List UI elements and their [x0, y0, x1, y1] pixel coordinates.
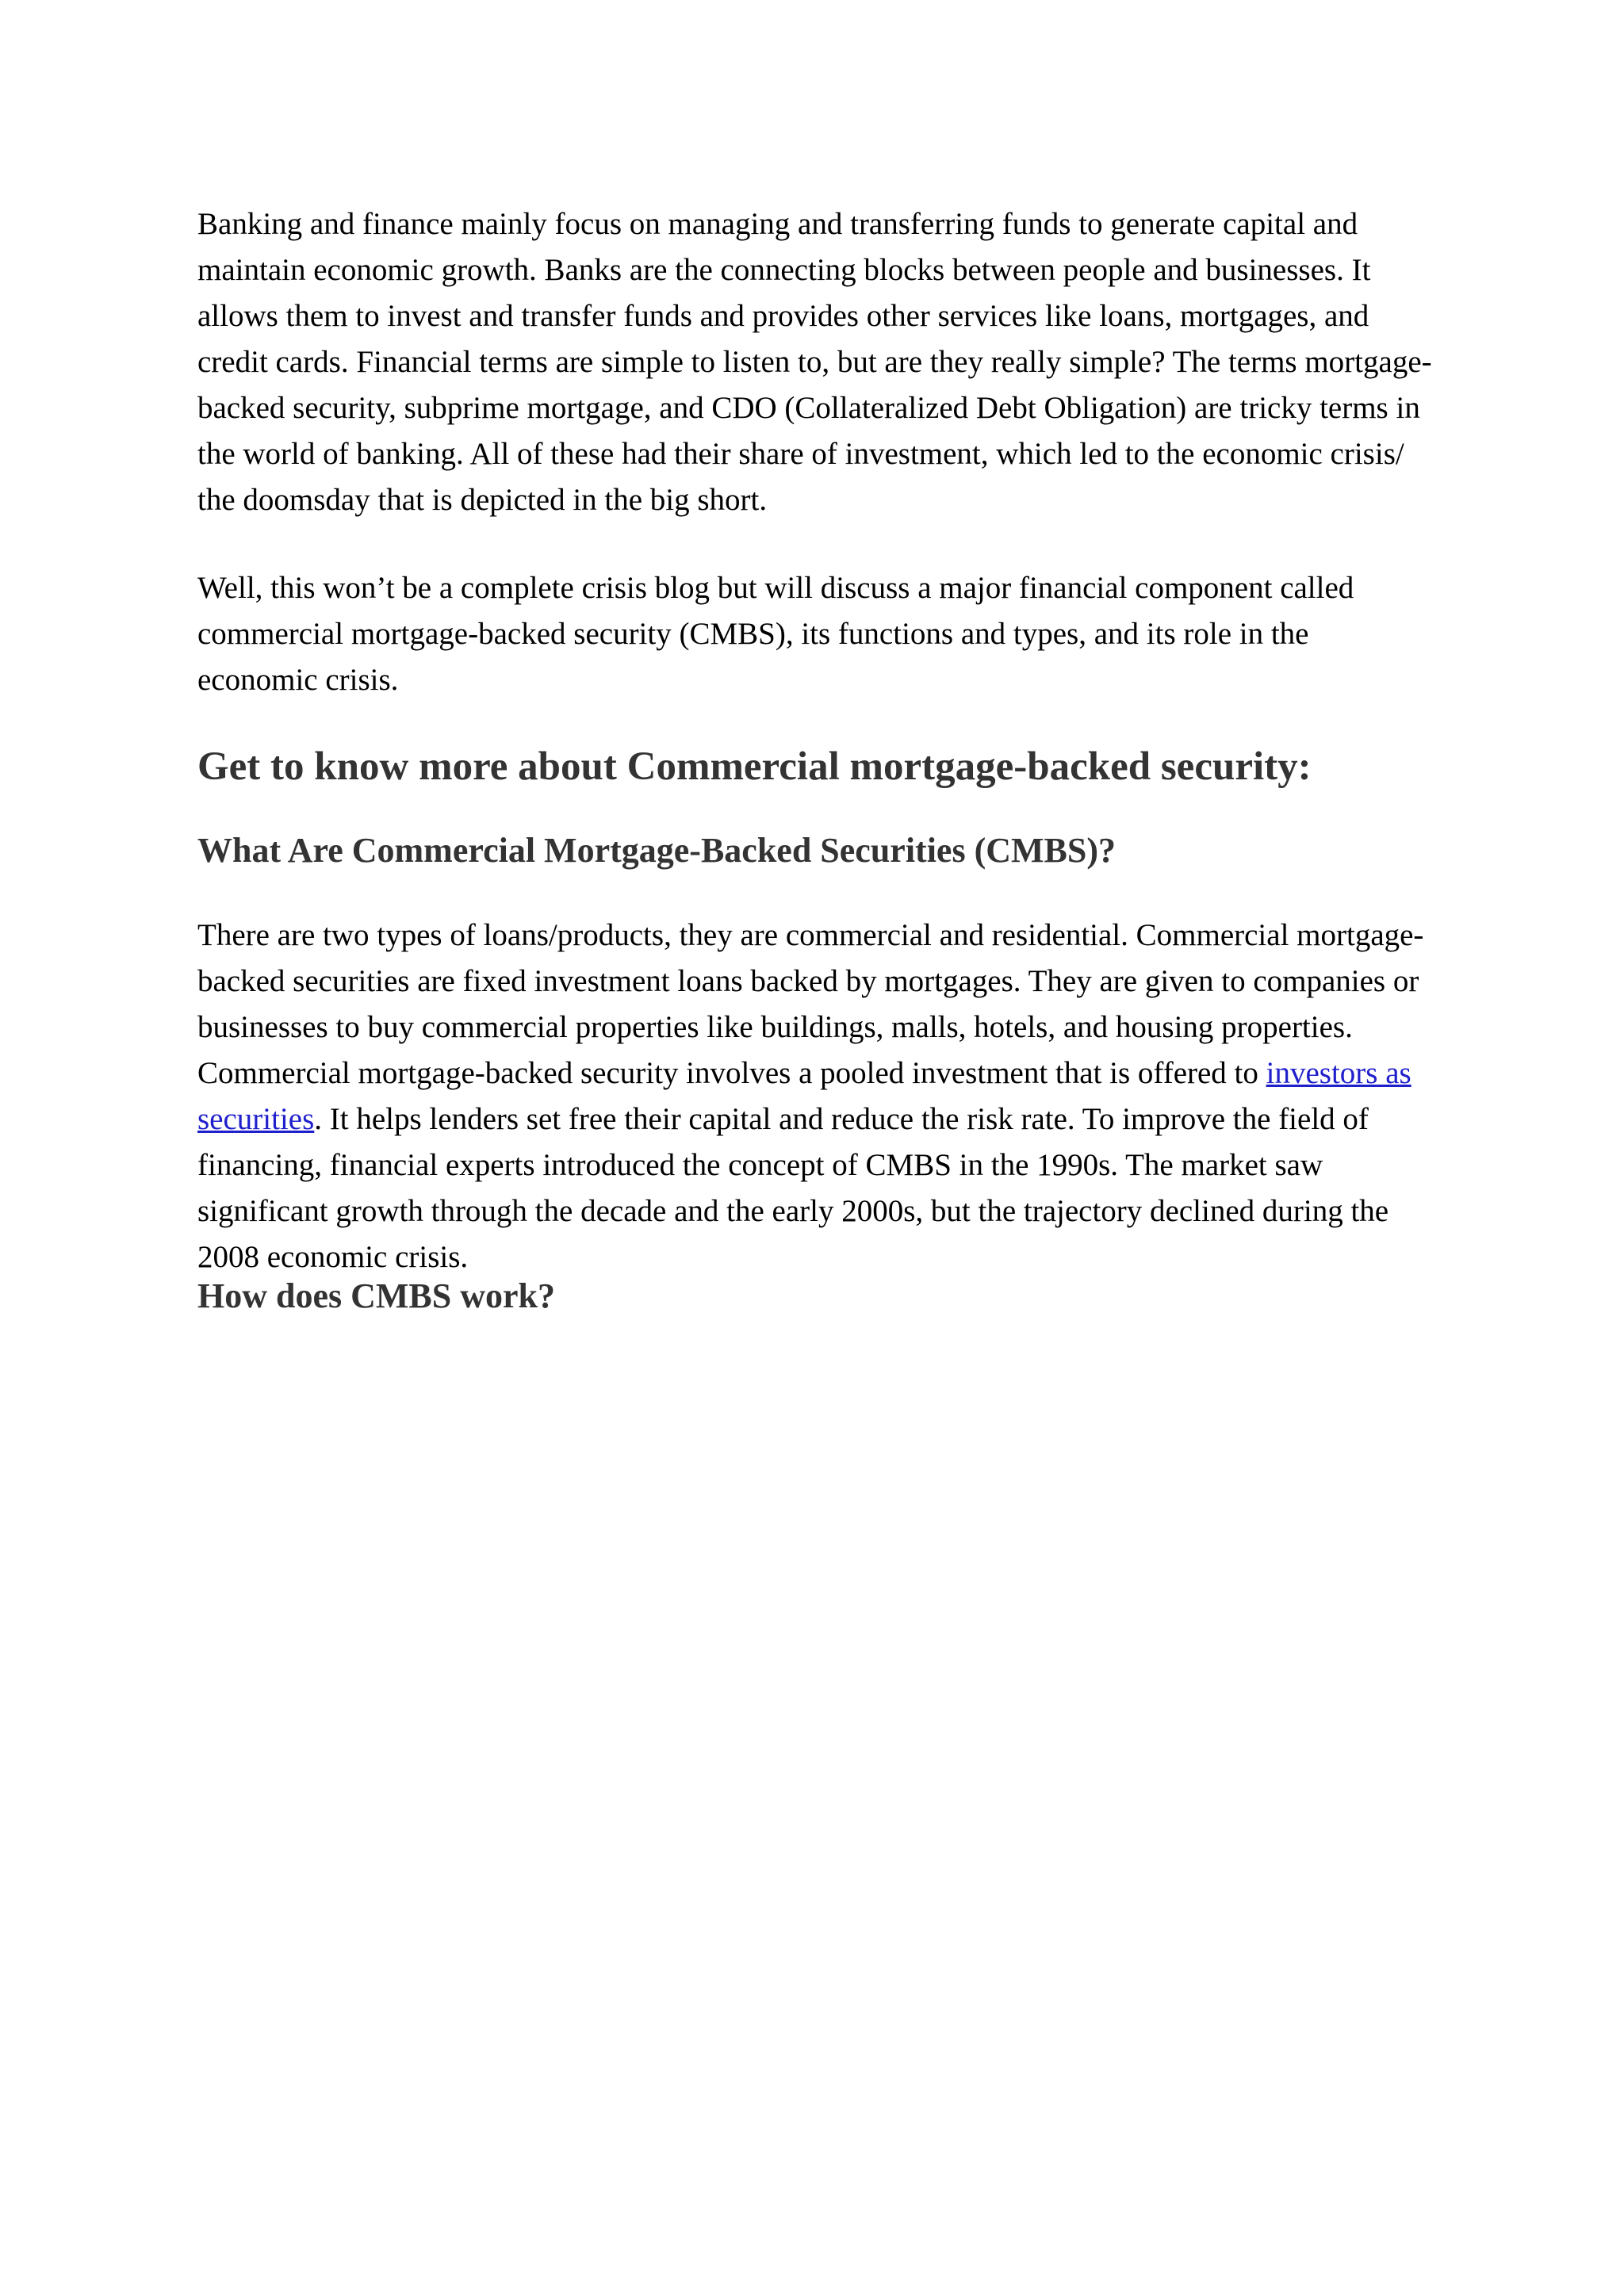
subsection-heading-cmbs-definition: What Are Commercial Mortgage-Backed Securities (CMBS)? — [197, 831, 1116, 870]
investors-as-securities-link[interactable]: investors as securities — [197, 1056, 1411, 1136]
subsection-heading-how-cmbs-works: How does CMBS work? — [197, 1276, 556, 1315]
scope-paragraph: Well, this won’t be a complete crisis blog but will discuss a major financial component called commercial mortgage-backed security (CMBS), its functions and types, and its role in the economic crisis. — [197, 571, 1354, 697]
intro-paragraph: Banking and finance mainly focus on managing and transferring funds to generate capital and maintain economic growth. Banks are the connecting blocks between people and businesses. It allows them to invest and transfer funds and provides other services like loans, mortgages, and credit cards. Financial terms are simple to listen to, but are they really simple? The terms mortgage-backed security, subprime mortgage, and CDO (Collateralized Debt Obligation) are tricky terms in the world of banking. All of these had their share of investment, which led to the economic crisis/ the doomsday that is depicted in the big short. — [197, 207, 1432, 517]
section-heading: Get to know more about Commercial mortgage-backed security: — [197, 744, 1312, 789]
document-body — [197, 201, 1434, 1318]
paragraph-text-after-link: . It helps lenders set free their capital and reduce the risk rate. To improve the field of financing, financial experts introduced the concept of CMBS in the 1990s. The market saw significant growth through the decade and the early 2000s, but the trajectory declined during the 2008 economic crisis. — [197, 1102, 1389, 1274]
paragraph-text-before-link: There are two types of loans/products, they are commercial and residential. Commercial mortgage-backed securities are fixed investment loans backed by mortgages. They are given to companies or businesses to buy commercial properties like buildings, malls, hotels, and housing properties. Commercial mortgage-backed security involves a pooled investment that is offered to — [197, 918, 1424, 1090]
cmbs-definition-paragraph — [197, 913, 1434, 1280]
